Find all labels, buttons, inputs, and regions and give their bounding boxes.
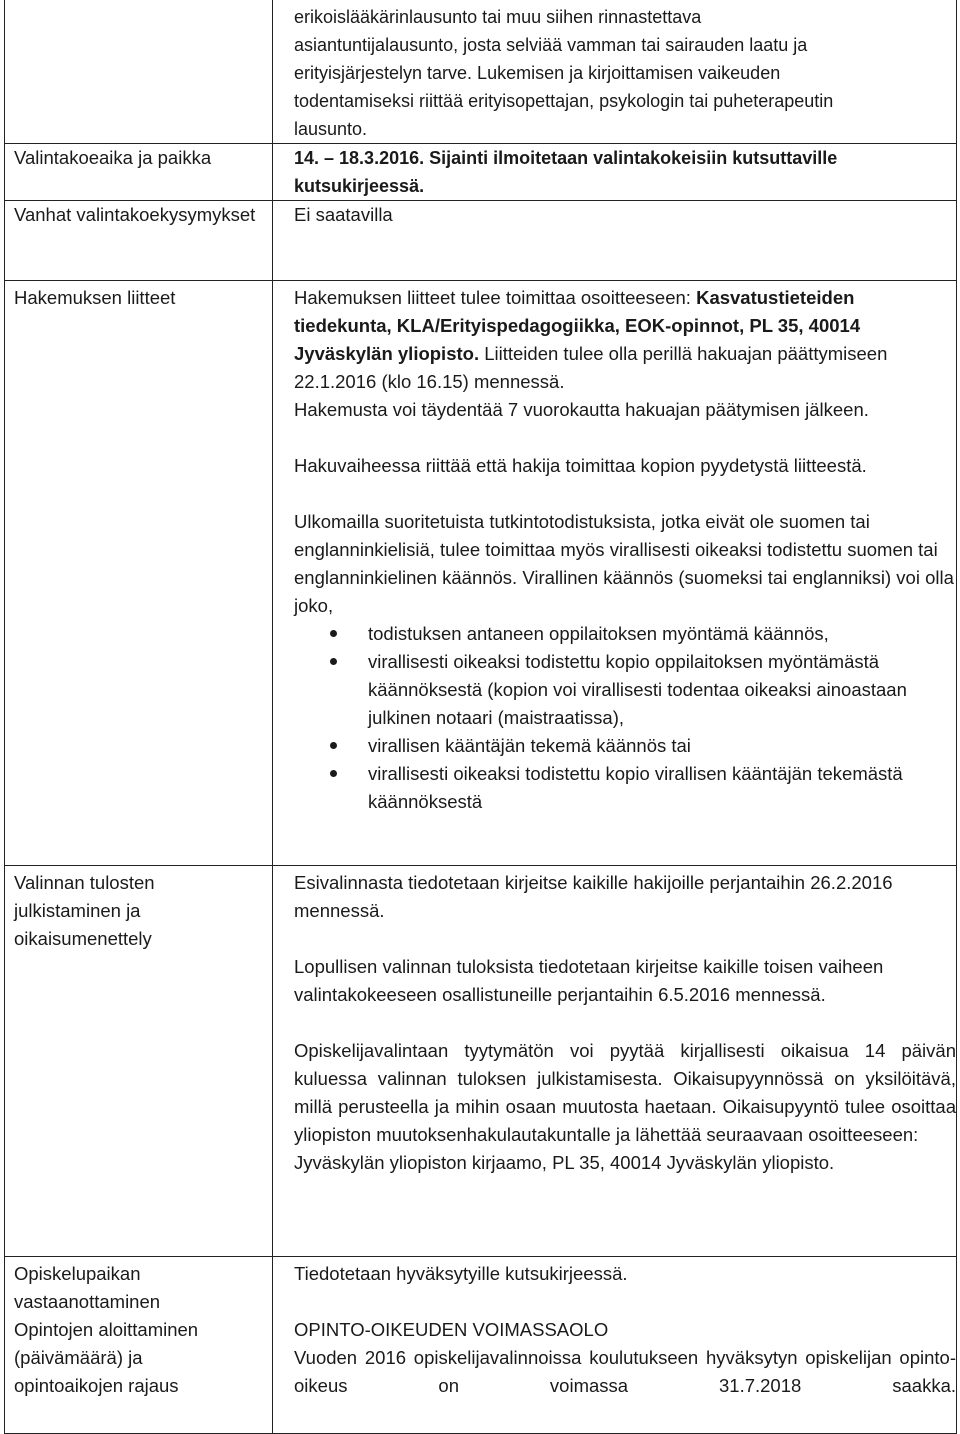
results-value-cell <box>273 866 957 1257</box>
attachments-label: Hakemuksen liitteet <box>14 287 176 308</box>
exam-time-value-cell <box>273 144 957 201</box>
attachments-foreign-note: Ulkomailla suoritetuista tutkintotodistuksista, jotka eivät ole suomen tai englanninkielisiä, tulee toimittaa myös virallisesti oikeaksi todistettu suomen tai englanninkielinen käännös. Virallinen käännös (suomeksi tai englanniksi) voi olla joko, <box>294 511 954 616</box>
results-final-selection: Lopullisen valinnan tuloksista tiedotetaan kirjeitse kaikille toisen vaiheen valintakokeeseen osallistuneille perjantaihin 6.5.2016 mennessä. <box>294 956 884 1005</box>
results-appeal-instructions: Opiskelijavalintaan tyytymätön voi pyytää kirjallisesti oikaisua 14 päivän kuluessa valinnan tuloksen julkistamisesta. Oikaisupyynnössä on yksilöitävä, millä perusteella ja mihin osaan muutosta haetaan. Oikaisupyyntö tulee osoittaa yliopiston muutoksenhakulautakuntalle ja lähettää seuraavaan osoitteeseen: <box>294 1040 956 1145</box>
results-row <box>5 866 957 1257</box>
old-questions-row <box>5 201 957 281</box>
list-item: todistuksen antaneen oppilaitoksen myöntämä käännös, <box>294 620 956 648</box>
old-questions-label: Vanhat valintakoekysymykset <box>14 204 256 225</box>
acceptance-notice: Tiedotetaan hyväksytyille kutsukirjeessä. <box>294 1263 628 1284</box>
results-appeal-address: Jyväskylän yliopiston kirjaamo, PL 35, 40014 Jyväskylän yliopisto. <box>294 1152 835 1173</box>
old-questions-value-cell <box>273 201 957 281</box>
continuation-line: erikoislääkärinlausunto tai muu siihen rinnastettava <box>294 7 702 27</box>
attachments-intro: Hakemuksen liitteet tulee toimittaa osoitteeseen: <box>294 287 691 308</box>
attachments-value-cell <box>273 281 957 866</box>
results-label: Valinnan tulosten julkistaminen ja oikaisumenettely <box>14 872 155 949</box>
exam-time-row <box>5 144 957 201</box>
study-right-heading: OPINTO-OIKEUDEN VOIMASSAOLO <box>294 1319 609 1340</box>
attachments-label-cell <box>5 281 273 866</box>
exam-time-label-cell <box>5 144 273 201</box>
attachments-deadline: Liitteiden tulee olla perillä hakuajan päättymiseen 22.1.2016 (klo 16.15) mennessä. <box>294 343 888 392</box>
old-questions-value: Ei saatavilla <box>294 204 393 225</box>
list-item: virallisesti oikeaksi todistettu kopio virallisen kääntäjän tekemästä käännöksestä <box>294 760 956 816</box>
study-right-validity: Vuoden 2016 opiskelijavalinnoissa koulutukseen hyväksytyn opiskelijan opinto-oikeus on voimassa 31.7.2018 saakka. <box>294 1347 956 1396</box>
continuation-line: erityisjärjestelyn tarve. Lukemisen ja kirjoittamisen vaikeuden <box>294 63 781 83</box>
attachments-address: Kasvatustieteiden tiedekunta, KLA/Erityispedagogiikka, EOK-opinnot, PL 35, 40014 Jyväskylän yliopisto. <box>294 287 861 364</box>
exam-time-label: Valintakoeaika ja paikka <box>14 147 212 168</box>
continuation-value-cell <box>273 0 957 144</box>
results-preselection: Esivalinnasta tiedotetaan kirjeitse kaikille hakijoille perjantaihin 26.2.2016 mennessä. <box>294 872 893 921</box>
old-questions-label-cell <box>5 201 273 281</box>
translation-options-list <box>294 620 956 816</box>
continuation-line: asiantuntijalausunto, josta selviää vamman tai sairauden laatu ja <box>294 35 808 55</box>
list-item: virallisesti oikeaksi todistettu kopio oppilaitoksen myöntämästä käännöksestä (kopion voi virallisesti todentaa oikeaksi ainoastaan julkinen notaari (maistraatissa), <box>294 648 956 732</box>
attachments-address-paragraph <box>294 284 956 396</box>
continuation-label-cell <box>5 0 273 144</box>
continuation-line: lausunto. <box>294 119 368 139</box>
acceptance-label: Opiskelupaikan vastaanottaminen <box>14 1263 161 1312</box>
attachments-supplement: Hakemusta voi täydentää 7 vuorokautta hakuajan päätymisen jälkeen. <box>294 399 869 420</box>
admission-info-table <box>4 0 957 1434</box>
acceptance-label-cell <box>5 1257 273 1434</box>
attachments-row <box>5 281 957 866</box>
exam-time-value: 14. – 18.3.2016. Sijainti ilmoitetaan valintakokeisiin kutsuttaville kutsukirjeessä. <box>294 148 838 196</box>
attachments-copy-note: Hakuvaiheessa riittää että hakija toimittaa kopion pyydetystä liitteestä. <box>294 455 867 476</box>
study-start-label: Opintojen aloittaminen (päivämäärä) ja opintoaikojen rajaus <box>14 1319 199 1396</box>
continuation-row <box>5 0 957 144</box>
acceptance-row <box>5 1257 957 1434</box>
list-item: virallisen kääntäjän tekemä käännös tai <box>294 732 956 760</box>
continuation-line: todentamiseksi riittää erityisopettajan, psykologin tai puheterapeutin <box>294 91 834 111</box>
acceptance-value-cell <box>273 1257 957 1434</box>
results-label-cell <box>5 866 273 1257</box>
